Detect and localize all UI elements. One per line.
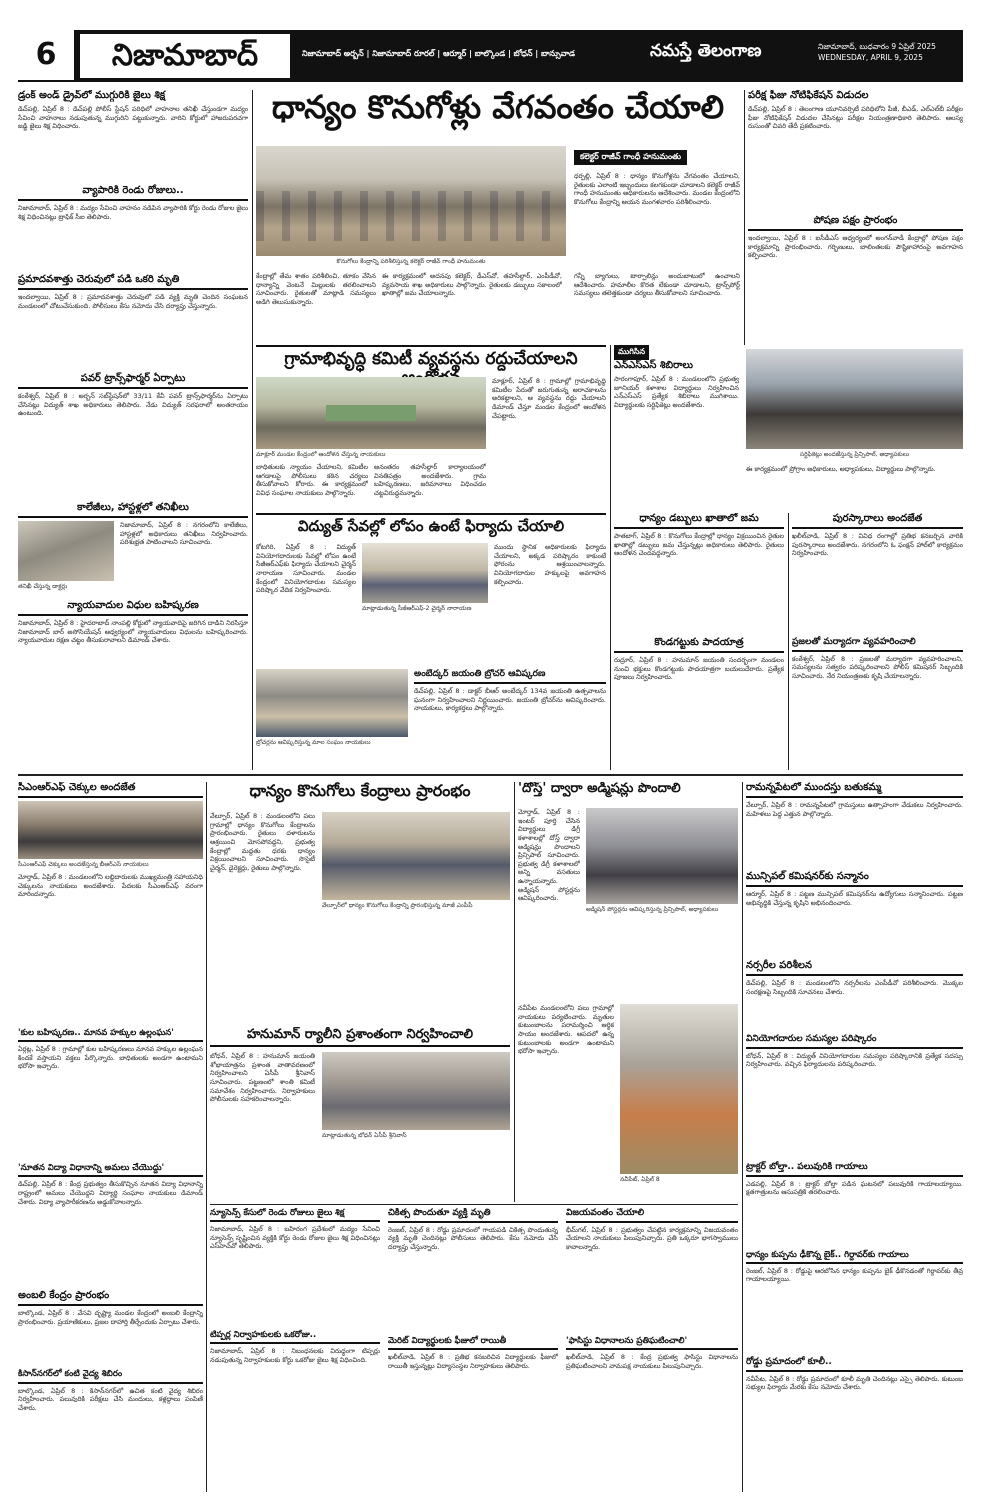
inspection-photo <box>18 521 114 581</box>
story-title: చికిత్స పొందుతూ వ్యక్తి మృతి <box>388 1208 558 1223</box>
story-body: బోధన్, ఏప్రిల్ 8 : విద్యుత్ వినియోగదారుల సమస్యల పరిష్కారానికి ప్రత్యేక సదస్సు నిర్వహించారు. వచ్చిన ఫిర్యాదులను పరిష్కరించారు. <box>746 1051 963 1069</box>
story-title: 'ఫాసిస్టు విధానాలను ప్రతిఘటించాలి' <box>566 1336 738 1350</box>
procurement-headline: ధాన్యం కొనుగోలు కేంద్రాలు ప్రారంభం <box>249 782 471 800</box>
lower-mid-c <box>566 1208 738 1492</box>
story-title: సీఎంఆర్ఎఫ్ చెక్కుల అందజేత <box>18 782 203 798</box>
story-body: డిచ్‌పల్లి, ఏప్రిల్ 8 : కేంద్ర ప్రభుత్వం తీసుకొచ్చిన నూతన విద్యా విధానాన్ని రాష్ట్రంలో అమలు చేయొద్దని విద్యార్థి సంఘాల నాయకులు డిమాండ్ చేశారు. విద్యా వ్యాపారీకరణను అడ్డుకోవాలన్నారు. <box>18 1180 203 1206</box>
column-rule <box>742 782 743 1492</box>
lead-body-col2: ఈ కార్యక్రమంలో అదనపు కలెక్టర్, డీఎస్‌వో, తహసీల్దార్, ఎంపీడీవో, వ్యవసాయ శాఖ అధికారులు పాల్గొన్నారు. రైతులకు డబ్బులు సకాలంలో ఖాతాల్లో జమ చేయాలన్నారు. <box>382 272 562 298</box>
story-title: ప్రజలతో మర్యాదగా వ్యవహరించాలి <box>792 637 963 652</box>
lead-headline: ధాన్యం కొనుగోళ్లు వేగవంతం చేయాలి <box>271 90 725 126</box>
story-body: రెంజల్, ఏప్రిల్ 8 : రోడ్డు ప్రమాదంలో గాయపడి చికిత్స పొందుతున్న వ్యక్తి మృతి చెందినట్లు పోలీసులు తెలిపారు. కేసు నమోదు చేసి దర్యాప్తు చేస్తున్నారు. <box>388 1225 558 1252</box>
column-rule <box>744 90 745 345</box>
brochure-title: అంబేద్కర్ జయంతి బ్రోచర్ ఆవిష్కరణ <box>414 669 606 684</box>
electricity-caption: మాట్లాడుతున్న సీజీఆర్ఎఫ్-2 చైర్మన్ నారాయణ <box>362 605 472 612</box>
lead-photo-caption: కొనుగోలు కేంద్రాన్ని పరిశీలిస్తున్న కలెక్టర్ రాజీవ్ గాంధీ హనుమంతు <box>336 258 486 265</box>
bottom-mid1 <box>210 782 510 1202</box>
column-rule <box>206 782 207 1492</box>
story-title: పురస్కారాలు అందజేత <box>792 513 963 529</box>
lead-story <box>256 90 740 340</box>
story-body: పాతబాగ్, ఏప్రిల్ 8 : కొనుగోలు కేంద్రాల్లో ధాన్యం విక్రయించిన రైతుల ఖాతాల్లో డబ్బులు జమ చేస్తున్నట్లు అధికారులు తెలిపారు. రైతులు ఆందోళన చెందవద్దన్నారు. <box>614 532 784 558</box>
story-body: నిజామాబాద్, ఏప్రిల్ 8 : నిబంధనలకు విరుద్ధంగా టిప్పర్లు నడుపుతున్న నిర్వాహకులకు కోర్టు ఒకరోజు జైలు శిక్ష విధించింది. <box>210 1347 380 1365</box>
story-title: మున్సిపల్ కమిషనర్‌కు సన్మానం <box>746 871 963 887</box>
hanuman-photo <box>322 1052 510 1130</box>
cmrf-caption: సీఎంఆర్ఎఫ్ చెక్కులు అందజేస్తున్న బీఆర్ఎస్ నాయకులు <box>18 861 149 868</box>
left-column <box>18 90 248 770</box>
story-body: ఏర్గట్ల, ఏప్రిల్ 8 : గ్రామాల్లో కుల బహిష్కరణలు మానవ హక్కుల ఉల్లంఘన కిందకే వస్తాయని వక్తలు పేర్కొన్నారు. బాధితులకు అండగా ఉంటామని భరోసా ఇచ్చారు. <box>18 1045 203 1071</box>
nss-body: సారంగాపూర్, ఏప్రిల్ 8 : మండలంలోని ప్రభుత్వ జూనియర్ కళాశాల విద్యార్థులు నిర్వహించిన ఎన్ఎస్ఎస్ ప్రత్యేక శిబిరాలు ముగిశాయి. విద్యార్థులకు సర్టిఫికెట్లు అందజేశారు. <box>614 375 739 409</box>
navipet-photo <box>620 1004 738 1174</box>
story-title: పోషణ పక్షం ప్రారంభం <box>748 215 963 231</box>
committee-body-2: అనంతరం తహసీల్దార్ కార్యాలయంలో వినతిపత్రం అందజేశారు. గ్రామ బహిష్కరణలు, జరిమానాలు విధించడం చట్టవిరుద్ధమన్నారు. <box>374 463 486 497</box>
dost-body: మోర్తాడ్, ఏప్రిల్ 8 : ఇంటర్ పూర్తి చేసిన విద్యార్థులు డిగ్రీ కళాశాలల్లో దోస్త్ ద్వారా అడ్మిషన్లు పొందాలని ప్రిన్సిపాల్ సూచించారు. ప్రభుత్వ డిగ్రీ కళాశాలలో అన్ని వసతులు ఉన్నాయన్నారు. అడ్మిషన్ పోస్టర్లను ఆవిష్కరించారు. <box>518 808 580 903</box>
story-body: ఇందల్వాయి, ఏప్రిల్ 8 : ప్రమాదవశాత్తు చెరువులో పడి వ్యక్తి మృతి చెందిన సంఘటన మండలంలో చోటుచేసుకుంది. పోలీసులు కేసు నమోదు చేసి దర్యాప్తు చేస్తున్నారు. <box>18 293 248 310</box>
story-body: కంఠేశ్వర్, ఏప్రిల్ 8 : అర్బన్ సబ్‌స్టేషన్‌లో 33/11 కేవీ పవర్ ట్రాన్స్‌ఫార్మర్‌ను ఏర్పాటు చేసినట్లు విద్యుత్ శాఖ అధికారులు తెలిపారు. నేడు విద్యుత్ సరఫరాలో అంతరాయం ఉంటుంది. <box>18 392 248 418</box>
story-title: నర్సరీల పరిశీలన <box>746 960 963 976</box>
story-body: డిచ్‌పల్లి, ఏప్రిల్ 8 : తెలంగాణ యూనివర్సిటీ పరిధిలోని పీజీ, బీఎడ్, ఎల్ఎల్‌బీ పరీక్షల ఫీజు నోటిఫికేషన్ విడుదల చేసినట్లు పరీక్షల నియంత్రణాధికారి తెలిపారు. ఆలస్య రుసుంతో చివరి తేదీ ప్రకటించారు. <box>748 105 963 131</box>
nss-caption: సర్టిఫికెట్లు అందజేస్తున్న ప్రిన్సిపాల్, అధ్యాపకులు <box>799 451 910 458</box>
nss-photo <box>746 349 963 449</box>
story-body: నిజామాబాద్, ఏప్రిల్ 8 : బహిరంగ ప్రదేశంలో మద్యం సేవించి న్యూసెన్స్ సృష్టించిన వ్యక్తికి కోర్టు రెండు రోజుల జైలు శిక్ష విధించినట్లు ఎస్‌హెచ్‌వో తెలిపారు. <box>210 1225 380 1251</box>
story-title: పరీక్ష ఫీజు నోటిఫికేషన్ విడుదల <box>748 90 869 101</box>
story-title: కొండగట్టుకు పాదయాత్ర <box>614 637 784 653</box>
story-body: కంఠేశ్వర్, ఏప్రిల్ 8 : ప్రజలతో మర్యాదగా వ్యవహరించాలని, సమస్యలను సత్వరం పరిష్కరించాలని పోలీస్ కమిషనర్ సిబ్బందికి సూచించారు. నేర నియంత్రణకు కృషి చేయాలన్నారు. <box>792 654 963 681</box>
story-body: నిజామాబాద్, ఏప్రిల్ 8 : మద్యం సేవించి వాహనం నడిపిన వ్యాపారికి కోర్టు రెండు రోజుల జైలు శిక్ష విధించినట్లు ట్రాఫిక్ సీఐ తెలిపారు. <box>18 204 248 221</box>
electricity-story <box>256 513 606 768</box>
story-title: కిసాన్‌నగర్‌లో కంటి వైద్య శిబిరం <box>18 1369 203 1383</box>
story-title: టిప్పర్ల నిర్వాహకులకు ఒకరోజు.. <box>210 1330 380 1344</box>
story-title: రామన్నపేటలో ముందస్తు బతుకమ్మ <box>746 782 963 798</box>
nss-body-2: ఈ కార్యక్రమంలో ప్రోగ్రాం అధికారులు, అధ్యాపకులు, విద్యార్థులు పాల్గొన్నారు. <box>746 465 936 473</box>
story-body: ఖలీల్‌వాడి, ఏప్రిల్ 8 : వివిధ రంగాల్లో ప్రతిభ కనబర్చిన వారికి పురస్కారాలు అందజేశారు. నగరంలోని ఓ ఫంక్షన్ హాల్‌లో కార్యక్రమం నిర్వహించారు. <box>792 532 963 558</box>
page-number: 6 <box>18 30 74 82</box>
protest-photo <box>256 377 486 449</box>
story-title: రోడ్డు ప్రమాదంలో కూలీ.. <box>746 1357 963 1372</box>
story-body: డిచ్‌పల్లి, ఏప్రిల్ 8 : మండలంలోని నర్సరీలను ఎంపీడీవో పరిశీలించారు. మొక్కల సంరక్షణపై సిబ్బందికి సూచనలు చేశారు. <box>746 979 963 996</box>
nss-tag: ముగిసిన <box>614 345 649 360</box>
brochure-body: డిచ్‌పల్లి, ఏప్రిల్ 8 : డాక్టర్ బీఆర్ అంబేద్కర్ 134వ జయంతి ఉత్సవాలను ఘనంగా నిర్వహించాలని నిర్ణయించారు. జయంతి బ్రోచర్‌ను ఆవిష్కరించారు. నాయకులు, కార్యకర్తలు పాల్గొన్నారు. <box>414 687 606 713</box>
story-body: నిజామాబాద్, ఏప్రిల్ 8 : నగరంలోని కాలేజీలు, హాస్టళ్లలో అధికారులు తనిఖీలు నిర్వహించారు. పరిశుభ్రత పాటించాలని సూచించారు. <box>120 521 248 547</box>
hanuman-headline: హనుమాన్ ర్యాలీని ప్రశాంతంగా నిర్వహించాలి <box>210 1027 510 1047</box>
story-title: 'కుల బహిష్కరణ.. మానవ హక్కుల ఉల్లంఘన' <box>18 1028 203 1042</box>
story-title: వ్యాపారికి రెండు రోజులు.. <box>18 185 248 201</box>
awards-column <box>792 513 963 768</box>
procurement-caption: వేల్పూర్‌లో ధాన్యం కొనుగోలు కేంద్రాన్ని ప్రారంభిస్తున్న మాజీ ఎంపీపీ <box>322 902 473 909</box>
navipet-body: నవీపేట మండలంలోని పలు గ్రామాల్లో నాయకులు పర్యటించారు. మృతుల కుటుంబాలను పరామర్శించి ఆర్థిక సాయం అందజేశారు. ఆపదలో ఉన్న కుటుంబాలకు అండగా ఉంటామని భరోసా ఇచ్చారు. <box>518 1004 614 1056</box>
story-body: రెంజల్, ఏప్రిల్ 8 : రోడ్డుపై ఆరబోసిన ధాన్యం కుప్పను బైక్ ఢీకొనడంతో గిర్దావర్‌కు తీవ్ర గాయాలయ్యాయి. <box>746 1266 963 1284</box>
story-title: 'నూతన విద్యా విధానాన్ని అమలు చేయొద్దు' <box>18 1163 203 1177</box>
lower-mid-a <box>210 1208 380 1492</box>
column-rule <box>788 513 789 770</box>
cmrf-photo <box>18 801 203 859</box>
story-body: ఇందల్వాయి, ఏప్రిల్ 8 : ఐసీడీఎస్ ఆధ్వర్యంలో అంగన్‌వాడీ కేంద్రాల్లో పోషణ పక్షం కార్యక్రమాన్ని ప్రారంభించారు. గర్భిణులు, బాలింతలకు పౌష్టికాహారంపై అవగాహన కల్పించారు. <box>748 234 963 260</box>
story-body: ఖలీల్‌వాడి, ఏప్రిల్ 8 : ప్రతిభ కనబరిచిన విద్యార్థులకు ఫీజులో రాయితీ ఇస్తున్నట్లు విద్యాసంస్థల నిర్వాహకులు తెలిపారు. <box>388 1352 558 1370</box>
column-rule <box>610 345 611 770</box>
story-title: డ్రంక్ అండ్ డ్రైవ్‌లో ముగ్గురికి జైలు శిక్ష <box>18 90 166 101</box>
bottom-right-column <box>746 782 963 1492</box>
bottom-left-column <box>18 782 203 1492</box>
section-divider <box>18 774 963 776</box>
story-title: మెరిట్ విద్యార్థులకు ఫీజులో రాయితీ <box>388 1336 558 1350</box>
dost-headline: 'దోస్త్' ద్వారా అడ్మిషన్లు పొందాలి <box>518 782 681 796</box>
region-list: నిజామాబాద్ అర్బన్ | నిజామాబాద్ రూరల్ | ఆర్మూర్ | బాల్కొండ | బోధన్ | బాన్సువాడ <box>302 49 575 58</box>
story-body: మోర్తాడ్, ఏప్రిల్ 8 : మండలంలోని లబ్ధిదారులకు ముఖ్యమంత్రి సహాయనిధి చెక్కులను నాయకులు అందజేశారు. పేదలకు సీఎంఆర్ఎఫ్ వరంగా మారిందన్నారు. <box>18 873 203 899</box>
brochure-photo <box>256 669 408 737</box>
story-body: నవీపేట, ఏప్రిల్ 8 : రోడ్డు ప్రమాదంలో కూలీ మృతి చెందినట్లు ఎస్సై తెలిపారు. కుటుంబ సభ్యుల ఫిర్యాదు మేరకు కేసు నమోదు చేశారు. <box>746 1374 963 1392</box>
story-body: నిజామాబాద్, ఏప్రిల్ 8 : హైదరాబాద్ నాంపల్లి కోర్టులో న్యాయవాదిపై జరిగిన దాడిని నిరసిస్తూ నిజామాబాద్ బార్ అసోసియేషన్ ఆధ్వర్యంలో న్యాయవాదులు విధులను బహిష్కరించారు. న్యాయవాదుల రక్షణ చట్టం తీసుకురావాలని డిమాండ్ చేశారు. <box>18 619 248 645</box>
hanuman-caption: మాట్లాడుతున్న బోధన్ ఏసీపీ శ్రీనివాస్ <box>322 1132 407 1139</box>
committee-body-right: మాక్లూర్, ఏప్రిల్ 8 : గ్రామాల్లో గ్రామాభివృద్ధి కమిటీల పేరుతో జరుగుతున్న అరాచకాలను అరికట్టాలని, ఆ వ్యవస్థను రద్దు చేయాలని డిమాండ్ చేస్తూ మండల కేంద్రంలో ఆందోళన చేపట్టారు. <box>492 377 606 420</box>
dost-caption: అడ్మిషన్ పోస్టర్లను ఆవిష్కరిస్తున్న ప్రిన్సిపాల్, అధ్యాపకులు <box>586 906 719 913</box>
committee-body-1: బాధితులకు న్యాయం చేయాలని, కమిటీల ఆగడాలపై పోలీసులు కఠిన చర్యలు తీసుకోవాలని కోరారు. ఈ కార్యక్రమంలో వివిధ సంఘాల నాయకులు పాల్గొన్నారు. <box>256 463 368 497</box>
story-body: భీమ్‌గల్, ఏప్రిల్ 8 : ప్రభుత్వం చేపట్టిన కార్యక్రమాన్ని విజయవంతం చేయాలని నాయకులు పిలుపునిచ్చారు. ప్రతి ఒక్కరూ భాగస్వాములు కావాలన్నారు. <box>566 1225 738 1252</box>
story-body: ఎడపల్లి, ఏప్రిల్ 8 : ట్రాక్టర్ బోల్తా పడిన ఘటనలో పలువురికి గాయాలయ్యాయి. క్షతగాత్రులను ఆసుపత్రికి తరలించారు. <box>746 1179 963 1197</box>
page-header <box>18 30 963 82</box>
electricity-body-1: కోటగిరి, ఏప్రిల్ 8 : విద్యుత్ వినియోగదారులకు సేవల్లో లోపం ఉంటే సీజీఆర్ఎఫ్‌కు ఫిర్యాదు చేయాలని చైర్మన్ నారాయణ సూచించారు. మండల కేంద్రంలో వినియోగదారుల సమస్యల పరిష్కార వేదిక నిర్వహించారు. <box>256 543 356 595</box>
protest-caption: మాక్లూర్ మండల కేంద్రంలో ఆందోళన చేస్తున్న నాయకులు <box>256 451 386 458</box>
story-body: బాల్కొండ, ఏప్రిల్ 8 : వేసవి దృష్ట్యా మండల కేంద్రంలో అంబలి కేంద్రాన్ని ప్రారంభించారు. ప్రయాణికులు, ప్రజల దాహార్తి తీర్చేందుకు ఏర్పాటు చేశారు. <box>18 1309 203 1327</box>
hanuman-body: బోధన్, ఏప్రిల్ 8 : హనుమాన్ జయంతి శోభాయాత్రను ప్రశాంత వాతావరణంలో నిర్వహించాలని ఏసీపీ శ్రీనివాస్ సూచించారు. పట్టణంలో శాంతి కమిటీ సమావేశం నిర్వహించారు. నిర్వాహకులు పోలీసులకు సహకరించాలన్నారు. <box>210 1052 315 1104</box>
story-title: న్యూసెన్స్ కేసులో రెండు రోజులు జైలు శిక్ష <box>210 1208 380 1222</box>
story-title: అంబలి కేంద్రం ప్రారంభం <box>18 1290 203 1306</box>
story-title: వినియోగదారుల సమస్యల పరిష్కారం <box>746 1034 963 1049</box>
lead-body-right: ధర్పల్లి, ఏప్రిల్ 8 : ధాన్యం కొనుగోళ్లను వేగవంతం చేయాలని, రైతులకు ఎలాంటి ఇబ్బందులు కలగకుండా చూడాలని కలెక్టర్ రాజీవ్ గాంధీ హనుమంతు అధికారులను ఆదేశించారు. మండల కేంద్రంలోని కొనుగోలు కేంద్రాన్ని ఆయన మంగళవారం పరిశీలించారు. <box>574 172 740 206</box>
committee-headline: గ్రామాభివృద్ధి కమిటీ వ్యవస్థను రద్దుచేయాలని <box>256 345 606 371</box>
nss-story <box>614 345 963 510</box>
section-title: నిజామాబాద్ <box>80 34 290 78</box>
story-body: రుద్రూర్, ఏప్రిల్ 8 : హనుమాన్ జయంతి సందర్భంగా మండలం నుంచి భక్తులు కొండగట్టుకు పాదయాత్రగా బయలుదేరారు. ప్రత్యేక పూజలు నిర్వహించారు. <box>614 656 784 682</box>
dost-photo <box>586 808 738 904</box>
column-rule <box>514 782 515 1202</box>
bottom-mid2 <box>518 782 738 1202</box>
electricity-body-2: ముందు స్థానిక అధికారులకు ఫిర్యాదు చేయాలని, అక్కడ పరిష్కారం కాకుంటే ఫోరంను ఆశ్రయించాలన్నారు. వినియోగదారుల హక్కులపై అవగాహన కల్పించారు. <box>494 543 606 586</box>
story-title: కాలేజీలు, హాస్టళ్లలో తనిఖీలు <box>18 502 248 518</box>
electricity-headline: విద్యుత్ సేవల్లో లోపం ఉంటే ఫిర్యాదు చేయాలి <box>256 513 606 537</box>
brochure-caption: బ్రోచర్లను ఆవిష్కరిస్తున్న మాల సంఘం నాయకులు <box>256 739 371 746</box>
date-english: WEDNESDAY, APRIL 9, 2025 <box>818 53 923 63</box>
story-title: ప్రమాదవశాత్తు చెరువులో పడి ఒకరి మృతి <box>18 274 248 290</box>
committee-story <box>256 345 606 510</box>
electricity-photo <box>362 543 488 603</box>
procurement-photo <box>322 812 510 900</box>
story-title: విజయవంతం చేయాలి <box>566 1208 738 1223</box>
column-rule <box>252 90 253 770</box>
date-telugu: నిజామాబాద్, బుధవారం 9 ఏప్రిల్ 2025 <box>818 42 936 51</box>
story-with-photo <box>18 521 248 596</box>
photo-caption: తనిఖీ చేస్తున్న డాక్టర్లు <box>18 583 68 590</box>
story-body: ఆర్మూర్, ఏప్రిల్ 8 : పట్టణ మున్సిపల్ కమిషనర్‌ను ఉద్యోగులు సన్మానించారు. పట్టణ అభివృద్ధికి చేస్తున్న కృషిని అభినందించారు. <box>746 890 963 907</box>
nss-title: ఎన్ఎస్ఎస్ శిబిరాలు <box>614 359 694 371</box>
story-body: ఖలీల్‌వాడి, ఏప్రిల్ 8 : కేంద్ర ప్రభుత్వ ఫాసిస్టు విధానాలను ప్రతిఘటించాలని వామపక్ష నాయకులు పిలుపునిచ్చారు. <box>566 1352 738 1370</box>
header-date <box>818 41 958 64</box>
story-body: వేల్పూర్, ఏప్రిల్ 8 : రామన్నపేటలో గ్రామస్తులు ఉత్సాహంగా వేడుకలు నిర్వహించారు. మహిళలు పెద్ద ఎత్తున పాల్గొన్నారు. <box>746 801 963 818</box>
navipet-caption: నవీపేట్, ఏప్రిల్ 8 <box>620 1176 660 1183</box>
lead-photo <box>256 146 566 256</box>
paper-name: నమస్తే తెలంగాణ <box>650 41 762 61</box>
byline-box <box>574 150 740 168</box>
story-body: డిచ్‌పల్లి, ఏప్రిల్ 8 : డిచ్‌పల్లి పోలీస్ స్టేషన్ పరిధిలో వాహనాల తనిఖీ చేస్తుండగా మద్యం సేవించి వాహనాలు నడుపుతున్న ముగ్గురిని పట్టుకున్నారు. వారిని కోర్టులో హాజరుపరచగా జడ్జి జైలు శిక్ష విధించారు. <box>18 105 248 131</box>
lower-mid-b <box>388 1208 558 1492</box>
story-title: న్యాయవాదుల విధుల బహిష్కరణ <box>18 600 248 616</box>
paddy-money-column <box>614 513 784 768</box>
story-title: ట్రాక్టర్ బోల్తా.. పలువురికి గాయాలు <box>746 1162 963 1177</box>
section-divider <box>210 1204 738 1205</box>
procurement-body-left: వేల్పూర్, ఏప్రిల్ 8 : మండలంలోని పలు గ్రామాల్లో ధాన్యం కొనుగోలు కేంద్రాలను ప్రారంభించారు. రైతులు దళారులను ఆశ్రయించి మోసపోవద్దని, ప్రభుత్వ కేంద్రాల్లో మద్దతు ధరకు ధాన్యం విక్రయించాలని సూచించారు. సొసైటీ చైర్మన్, డైరెక్టర్లు, రైతులు పాల్గొన్నారు. <box>210 812 315 872</box>
story-body: బాల్కొండ, ఏప్రిల్ 8 : కిసాన్‌నగర్‌లో ఉచిత కంటి వైద్య శిబిరం నిర్వహించారు. పలువురికి పరీక్షలు చేసి మందులు, కళ్లద్దాలు పంపిణీ చేశారు. <box>18 1386 203 1412</box>
lead-body-col1: కేంద్రాల్లో తేమ శాతం పరిశీలించి, తూకం వేసిన ధాన్యాన్ని వెంటనే మిల్లులకు తరలించాలని సూచించారు. రైతులతో మాట్లాడి సమస్యలు అడిగి తెలుసుకున్నారు. <box>256 272 376 306</box>
story-title: పవర్ ట్రాన్స్‌ఫార్మర్ ఏర్పాటు <box>18 373 248 389</box>
byline: కలెక్టర్ రాజీవ్ గాంధీ హనుమంతు <box>574 150 687 165</box>
cmrf-photo-box <box>18 801 203 873</box>
story-title: ధాన్యం డబ్బులు ఖాతాలో జమ <box>614 513 784 529</box>
story-title: ధాన్యం కుప్పను ఢీకొన్న బైక్.. గిర్దావర్‌కు గాయాలు <box>746 1250 963 1264</box>
lead-body-col3: గన్నీ బ్యాగులు, టార్పాలిన్లు అందుబాటులో ఉంచాలని ఆదేశించారు. హమాలీల కొరత లేకుండా చూడాలని, ట్రాన్స్‌పోర్ట్ సమస్యలు తలెత్తకుండా చర్యలు తీసుకోవాలని సూచించారు. <box>574 272 740 298</box>
